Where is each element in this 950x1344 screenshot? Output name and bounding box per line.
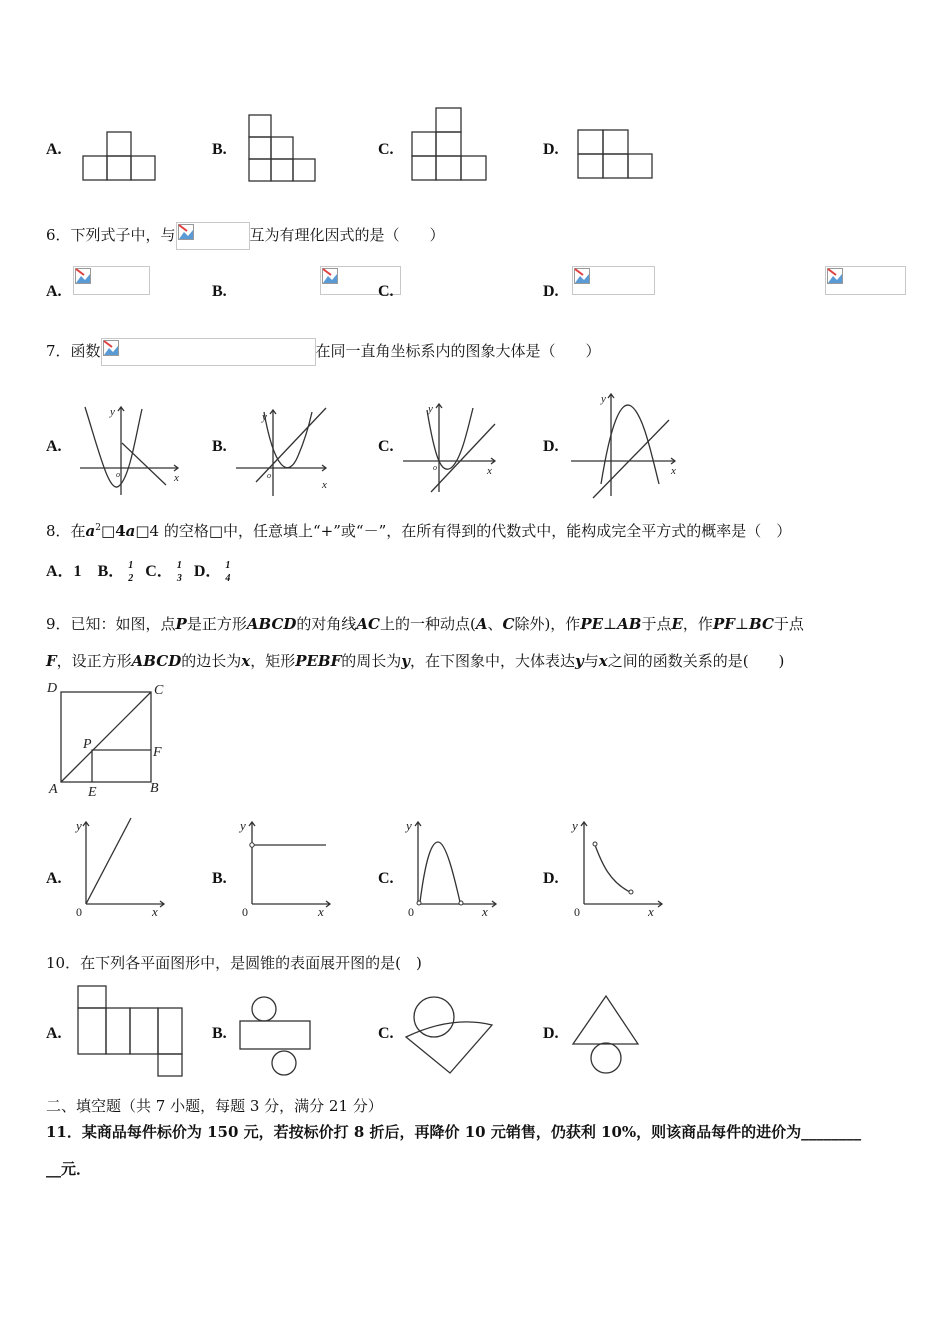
q9-v-pebf: PEBF	[295, 652, 342, 670]
broken-image-icon	[178, 224, 194, 240]
section-2-title: 二、填空题（共 7 小题，每题 3 分，满分 21 分）	[46, 1097, 383, 1115]
q8-var-a: a	[85, 522, 96, 540]
q9-option-a-label: A.	[46, 870, 62, 887]
q9-a-x: x	[152, 904, 158, 919]
q6-option-d-label: D.	[543, 283, 559, 300]
q9-v-ac: AC	[356, 615, 380, 633]
q7-a-y-label: y	[110, 406, 115, 418]
q9-t10: ，设正方形	[56, 652, 132, 670]
q9-option-c-label: C.	[378, 870, 394, 887]
q9-t1: 9．已知：如图，点	[46, 615, 176, 633]
q9-v-pe: PE	[580, 615, 604, 633]
q9-t11: 的边长为	[181, 652, 242, 670]
q9-v-e: E	[671, 615, 683, 633]
q9-t14: ，在下图象中，大体表达	[409, 652, 575, 670]
q9-v-abcd2: ABCD	[131, 652, 182, 670]
q8-text-3: □4 的空格□中，任意填上“+”或“－”，在所有得到的代数式中，能构成完全平方式的概率是（ ）	[135, 522, 792, 540]
q6-option-a-label: A.	[46, 283, 62, 300]
q8-options	[46, 558, 234, 585]
q8-option-d-label: D．	[193, 563, 222, 580]
q6-option-c-formula-image	[572, 266, 655, 295]
q8-text-1: 8．在	[46, 522, 86, 540]
q9-t5: 、	[487, 615, 503, 633]
q9-v-f: F	[46, 652, 57, 670]
q9-b-y: y	[240, 818, 246, 833]
q8-fd-num: 1	[225, 560, 231, 572]
q5-option-b-label: B.	[212, 141, 227, 158]
q7-option-c-graph	[403, 402, 503, 494]
q5-option-d-figure	[577, 129, 655, 181]
q10-option-a-label: A.	[46, 1025, 62, 1042]
q9-v-bc: BC	[748, 615, 774, 633]
q7-stem	[46, 338, 601, 366]
q7-c-origin: o	[433, 463, 437, 472]
q9-d-x: x	[648, 904, 654, 919]
q10-option-b-label: B.	[212, 1025, 227, 1042]
q7-d-x-label: x	[671, 465, 676, 477]
q10-option-c-figure	[404, 993, 496, 1079]
q6-option-b-label: B.	[212, 283, 227, 300]
q9-fig-p: P	[83, 737, 92, 752]
q7-d-y-label: y	[601, 393, 606, 405]
q6-option-a-formula-image	[73, 266, 150, 295]
q11-stem-line2: __元．	[46, 1160, 92, 1178]
q9-c-o: 0	[408, 905, 414, 919]
q9-v-y2: y	[575, 652, 584, 670]
q7-b-x-label: x	[322, 479, 327, 491]
q9-t4: 上的一种动点(	[379, 615, 476, 633]
q8-fb-num: 1	[128, 560, 134, 572]
q5-option-d-label: D.	[543, 141, 559, 158]
q9-t7: 于点	[641, 615, 672, 633]
q7-option-b-graph	[236, 408, 336, 498]
q9-b-x: x	[318, 904, 324, 919]
q10-option-c-label: C.	[378, 1025, 394, 1042]
q9-v-x: x	[241, 652, 251, 670]
q8-fraction-b	[128, 559, 133, 585]
q9-t8: ，作	[682, 615, 713, 633]
q9-v-x2: x	[598, 652, 608, 670]
q9-fig-b: B	[150, 781, 159, 796]
q9-c-x: x	[482, 904, 488, 919]
broken-image-icon	[574, 268, 590, 284]
q9-square-figure	[44, 680, 174, 800]
q7-option-a-label: A.	[46, 438, 62, 455]
q9-fig-a: A	[49, 782, 58, 797]
q9-stem-line1	[46, 613, 804, 634]
q7-option-d-label: D.	[543, 438, 559, 455]
q7-suffix: 在同一直角坐标系内的图象大体是（ ）	[315, 342, 601, 360]
q9-fig-c: C	[154, 683, 164, 698]
q10-stem: 10．在下列各平面图形中，是圆锥的表面展开图的是( )	[46, 954, 422, 972]
q9-option-b-graph	[240, 816, 340, 920]
q9-t3: 的对角线	[296, 615, 357, 633]
broken-image-icon	[75, 268, 91, 284]
q8-fraction-d	[225, 559, 230, 585]
q9-fig-d: D	[47, 681, 58, 696]
q9-v-abcd: ABCD	[246, 615, 297, 633]
broken-image-icon	[322, 268, 338, 284]
q8-fc-den: 3	[176, 573, 182, 585]
q9-v-p: P	[175, 615, 187, 633]
q9-d-o: 0	[574, 905, 580, 919]
q9-fig-f: F	[153, 745, 162, 760]
q9-t12: ，矩形	[250, 652, 296, 670]
q9-t16: 之间的函数关系的是( )	[607, 652, 785, 670]
q8-text-2: □4	[101, 522, 126, 540]
q9-t15: 与	[583, 652, 599, 670]
q8-var-a2: a	[125, 522, 136, 540]
q6-formula-image	[176, 222, 250, 250]
q7-formula-image	[101, 338, 316, 366]
q9-t9: 于点	[773, 615, 804, 633]
q6-suffix: 互为有理化因式的是（ ）	[249, 226, 445, 244]
q10-option-a-figure	[76, 984, 186, 1078]
q8-option-c-label: C．	[145, 563, 173, 580]
q9-v-y: y	[401, 652, 410, 670]
q9-option-d-label: D.	[543, 870, 559, 887]
q8-stem	[46, 520, 791, 541]
q7-a-x-label: x	[174, 472, 179, 484]
q9-option-c-graph	[406, 816, 506, 920]
q9-t6: 除外)，作	[514, 615, 581, 633]
q7-b-origin: o	[267, 471, 271, 480]
q6-stem	[46, 222, 445, 250]
q9-c-y: y	[406, 818, 412, 833]
q9-perp-2: ⊥	[734, 615, 749, 633]
q5-option-c-label: C.	[378, 141, 394, 158]
q9-t13: 的周长为	[341, 652, 402, 670]
q7-c-y-label: y	[428, 403, 433, 415]
q7-option-d-graph	[571, 392, 681, 500]
q9-v-c: C	[502, 615, 515, 633]
q9-fig-e: E	[88, 785, 97, 800]
q9-b-o: 0	[242, 905, 248, 919]
q9-v-pf: PF	[712, 615, 735, 633]
q7-option-b-label: B.	[212, 438, 227, 455]
q9-option-b-label: B.	[212, 870, 227, 887]
q9-v-a: A	[475, 615, 488, 633]
q10-option-d-label: D.	[543, 1025, 559, 1042]
q8-fb-den: 2	[128, 573, 134, 585]
q9-option-a-graph	[74, 816, 174, 920]
q8-fd-den: 4	[225, 573, 231, 585]
q10-option-d-figure	[570, 993, 644, 1077]
q7-prefix: 7．函数	[46, 342, 101, 360]
q7-b-y-label: y	[262, 411, 267, 423]
q11-stem-line1: 11．某商品每件标价为 150 元，若按标价打 8 折后，再降价 10 元销售，仍获利 10%，则该商品每件的进价为________	[46, 1123, 862, 1141]
q7-option-c-label: C.	[378, 438, 394, 455]
q8-fraction-c	[177, 559, 182, 585]
q6-option-c-label: C.	[378, 283, 394, 300]
broken-image-icon	[827, 268, 843, 284]
q6-prefix: 6．下列式子中，与	[46, 226, 176, 244]
q9-t2: 是正方形	[186, 615, 247, 633]
q5-option-c-figure	[411, 107, 489, 182]
q5-option-a-figure	[82, 130, 158, 182]
q9-d-y: y	[572, 818, 578, 833]
q9-a-y: y	[76, 818, 82, 833]
q10-option-b-figure	[238, 995, 314, 1079]
q9-option-d-graph	[572, 816, 672, 920]
broken-image-icon	[103, 340, 119, 356]
q7-a-origin: o	[116, 470, 120, 479]
q5-option-b-figure	[248, 114, 318, 182]
q8-option-b-label: B．	[97, 563, 125, 580]
q7-option-a-graph	[80, 405, 186, 497]
q5-option-a-label: A.	[46, 141, 62, 158]
q9-a-o: 0	[76, 905, 82, 919]
q8-exponent: 2	[95, 523, 102, 533]
q8-fc-num: 1	[176, 560, 182, 572]
q6-option-d-formula-image	[825, 266, 906, 295]
q7-c-x-label: x	[487, 465, 492, 477]
q9-stem-line2	[46, 650, 784, 671]
q9-perp-1: ⊥	[603, 615, 618, 633]
q8-option-a: A．1	[46, 563, 82, 580]
q9-v-ab: AB	[617, 615, 642, 633]
